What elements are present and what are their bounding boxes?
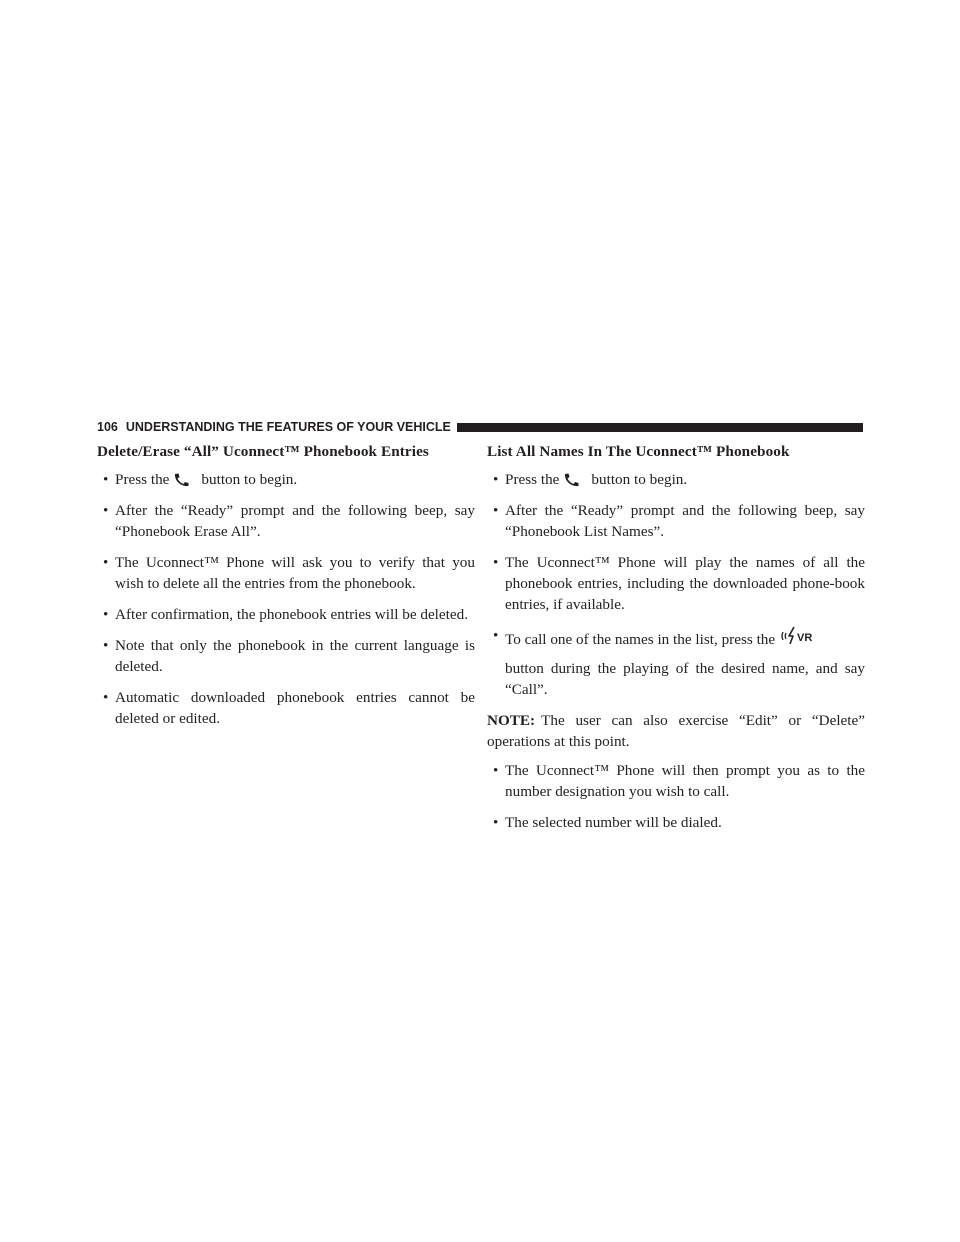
bullet-text: Automatic downloaded phonebook entries cannot be deleted or edited. (115, 689, 475, 727)
bullet-text: Press the (115, 471, 170, 488)
list-item (487, 552, 865, 615)
right-bullet-list (487, 469, 865, 700)
section-heading: UNDERSTANDING THE FEATURES OF YOUR VEHICLE (125, 420, 451, 434)
list-item (97, 469, 475, 490)
list-item (487, 625, 865, 700)
vr-icon-label: VR (797, 632, 813, 644)
right-bullet-list-2 (487, 760, 865, 833)
page-header (97, 419, 863, 435)
right-section-title: List All Names In The Uconnect™ Phonebook (487, 443, 790, 460)
bullet-text: button to begin. (201, 471, 298, 488)
note-label: NOTE: (487, 712, 536, 729)
left-column (97, 441, 475, 739)
list-item (97, 500, 475, 542)
list-item (487, 469, 865, 490)
bullet-icon: • (493, 502, 499, 519)
bullet-icon: • (103, 502, 109, 519)
bullet-text: The Uconnect™ Phone will play the names of all the phonebook entries, including the downloaded phone-book entries, if available. (505, 554, 865, 613)
bullet-icon: • (493, 471, 499, 488)
bullet-text: To call one of the names in the list, press the (505, 631, 776, 648)
list-item (487, 500, 865, 542)
phone-icon (173, 473, 191, 487)
bullet-text: The Uconnect™ Phone will then prompt you as to the number designation you wish to call. (505, 762, 865, 800)
bullet-text: button to begin. (591, 471, 688, 488)
list-item (487, 760, 865, 802)
note-text: The user can also exercise “Edit” or “Delete” operations at this point. (487, 712, 865, 750)
left-bullet-list (97, 469, 475, 729)
bullet-icon: • (103, 554, 109, 571)
page-number: 106 (97, 420, 118, 434)
list-item (97, 635, 475, 677)
bullet-text: button during the playing of the desired name, and say “Call”. (505, 660, 865, 698)
bullet-text: Press the (505, 471, 560, 488)
bullet-icon: • (103, 637, 109, 654)
note-paragraph (487, 710, 865, 752)
list-item (97, 604, 475, 625)
list-item (487, 812, 865, 833)
bullet-icon: • (493, 762, 499, 779)
bullet-text: After the “Ready” prompt and the following beep, say “Phonebook List Names”. (505, 502, 865, 540)
bullet-text: The Uconnect™ Phone will ask you to verify that you wish to delete all the entries from the phonebook. (115, 554, 475, 592)
voice-recognition-icon (779, 625, 819, 647)
bullet-icon: • (493, 814, 499, 831)
header-rule (457, 423, 863, 432)
bullet-text: After the “Ready” prompt and the following beep, say “Phonebook Erase All”. (115, 502, 475, 540)
bullet-icon: • (493, 554, 499, 571)
bullet-text: The selected number will be dialed. (505, 814, 722, 831)
bullet-text: After confirmation, the phonebook entries will be deleted. (115, 606, 468, 623)
bullet-icon: • (103, 471, 109, 488)
phone-icon (563, 473, 581, 487)
list-item (97, 552, 475, 594)
list-item (97, 687, 475, 729)
right-column (487, 441, 865, 843)
bullet-icon: • (103, 689, 109, 706)
bullet-icon: • (493, 627, 499, 644)
bullet-text: Note that only the phonebook in the current language is deleted. (115, 637, 475, 675)
bullet-icon: • (103, 606, 109, 623)
left-section-title: Delete/Erase “All” Uconnect™ Phonebook Entries (97, 443, 429, 460)
